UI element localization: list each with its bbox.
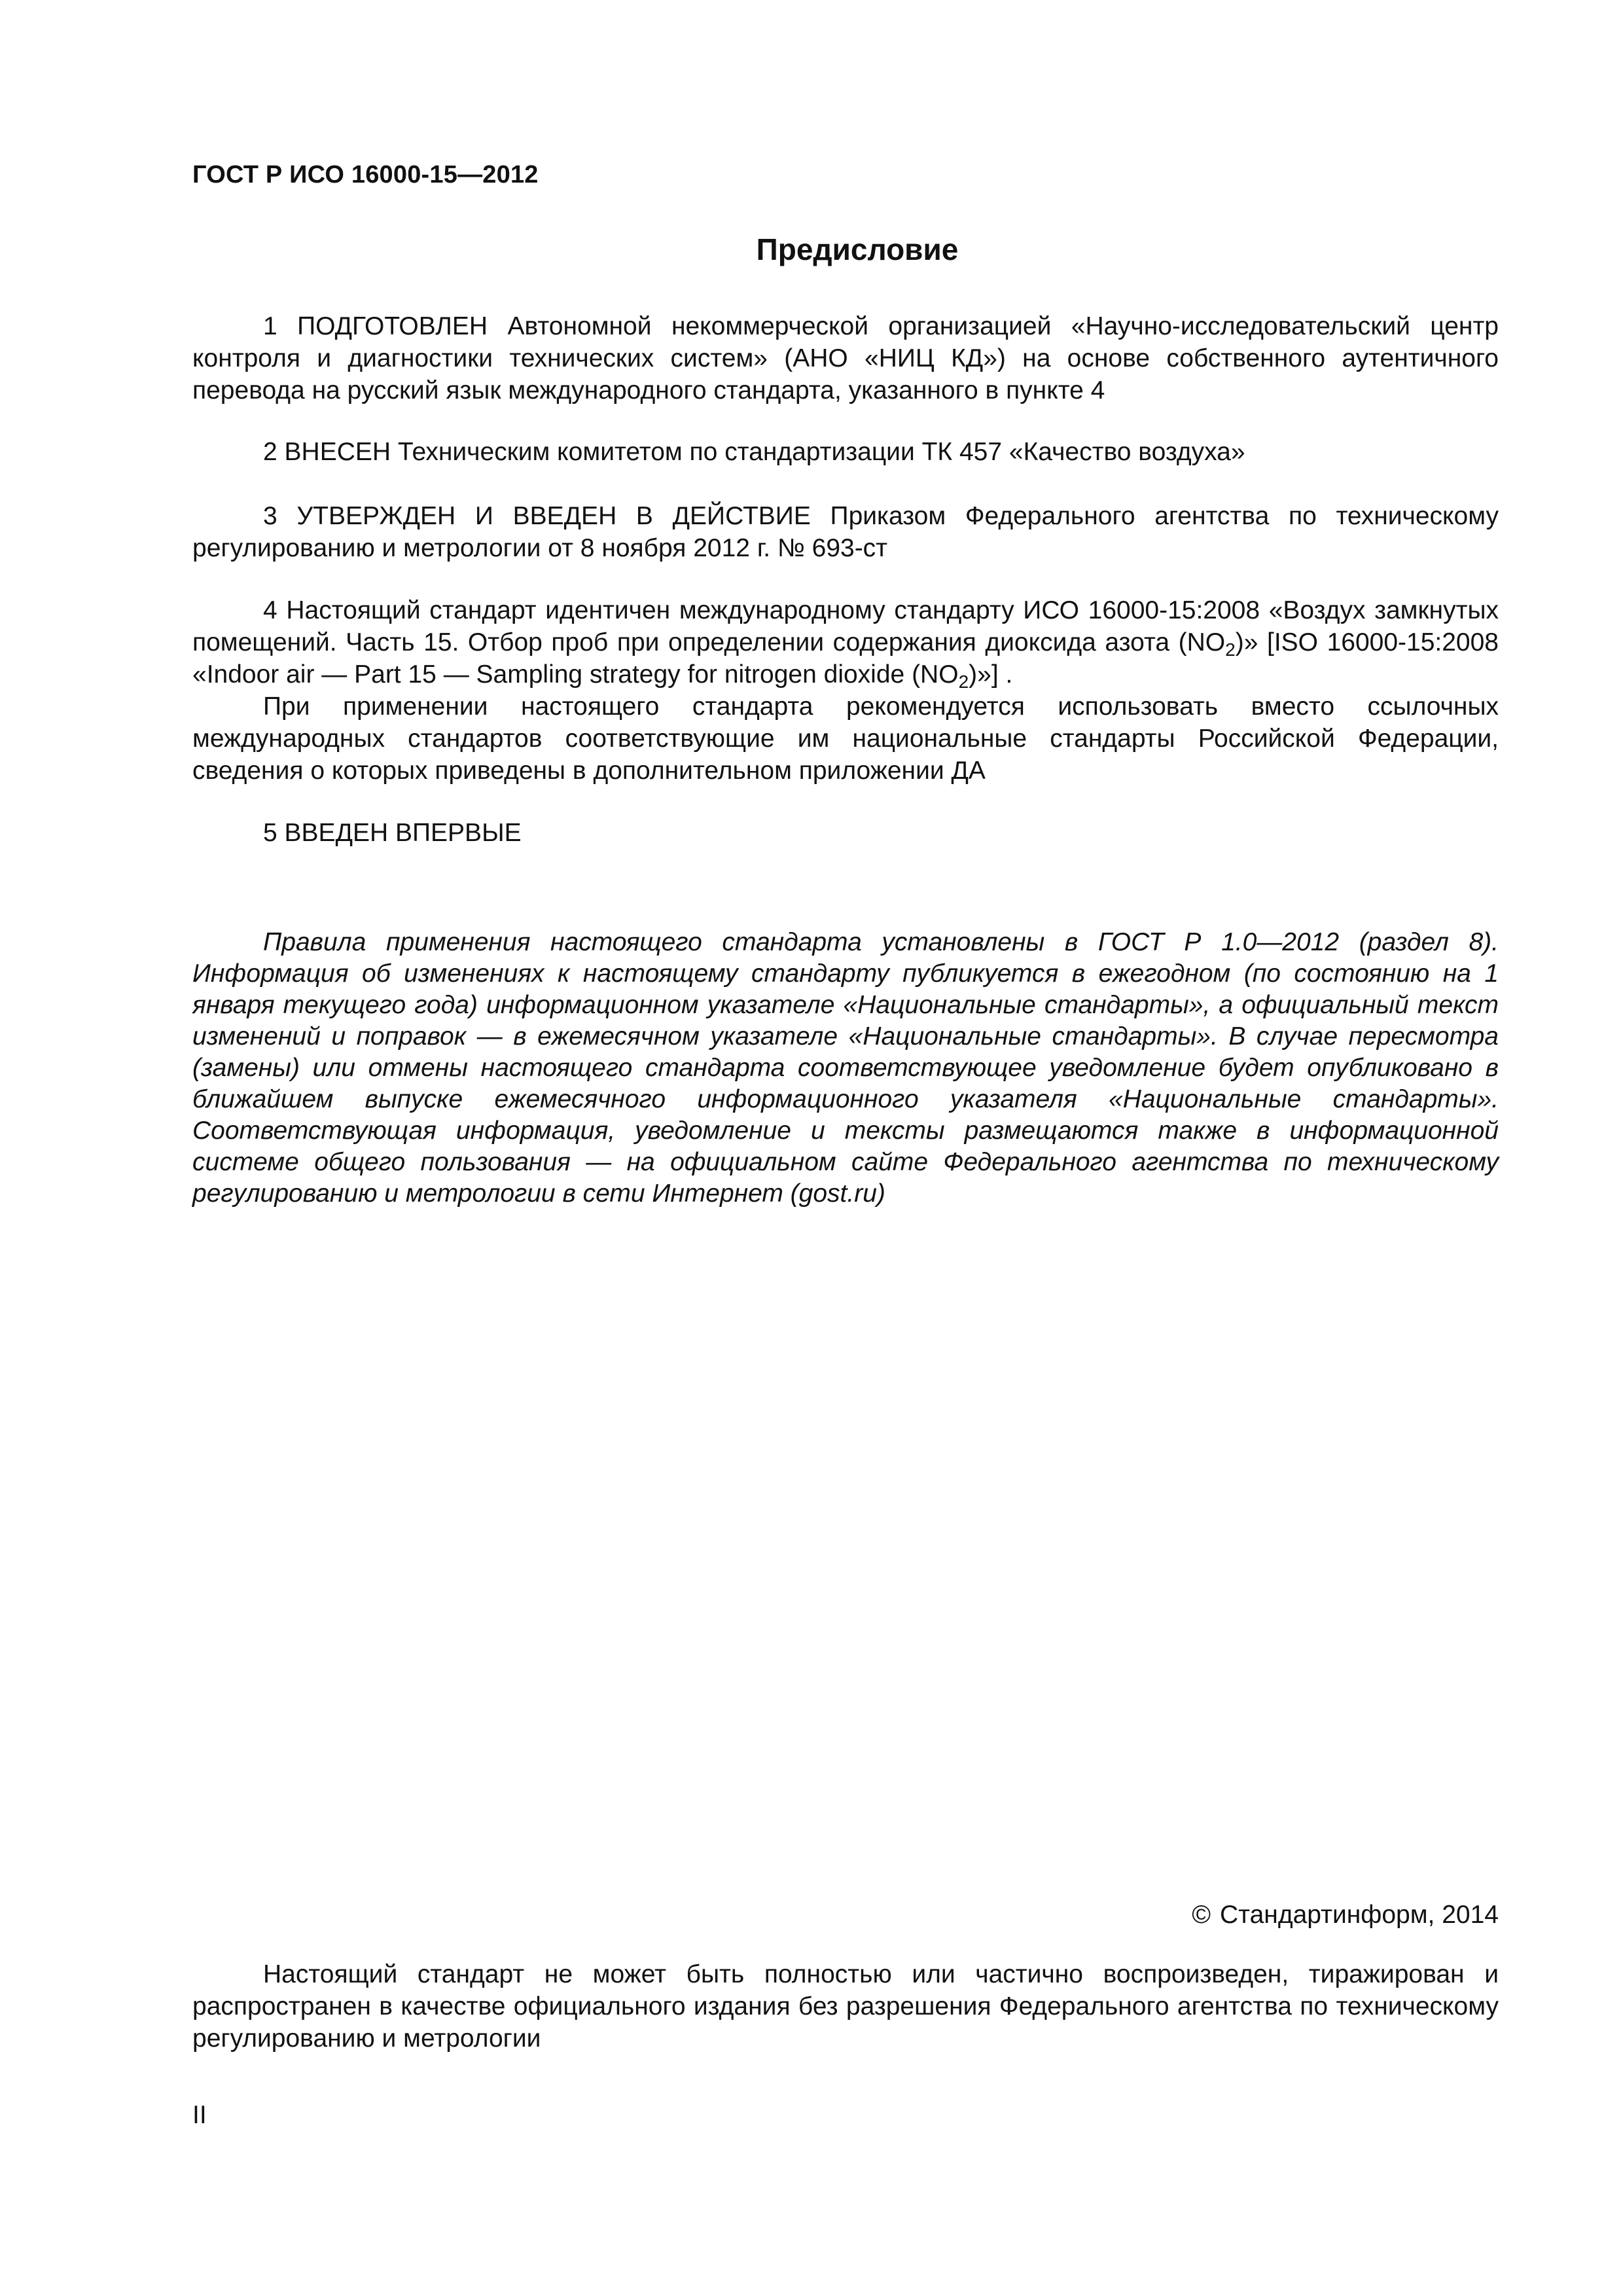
document-code-header: ГОСТ Р ИСО 16000-15—2012 — [192, 161, 539, 188]
foreword-item-3 — [192, 500, 1499, 564]
rules-notice — [192, 927, 1499, 1210]
foreword-item-4 — [192, 594, 1499, 787]
copyright-line — [1192, 1901, 1499, 1929]
foreword-item-4-application-note: При применении настоящего стандарта рекомендуется использовать вместо ссылочных международных стандартов соответствующие им национальные стандарты Российской Федерации, сведения о которых приведены в дополнительном приложении ДА — [192, 692, 1499, 785]
page-title: Предисловие — [756, 232, 959, 266]
foreword-item-5 — [192, 817, 1499, 849]
item4-subscript-1: 2 — [1225, 639, 1236, 660]
reproduction-notice — [192, 1958, 1499, 2054]
reproduction-notice-text: Настоящий стандарт не может быть полностью или частично воспроизведен, тиражирован и распространен в качестве официального издания без разрешения Федерального агентства по техническому регулированию и метрологии — [192, 1960, 1499, 2053]
foreword-item-2-text: 2 ВНЕСЕН Техническим комитетом по стандартизации ТК 457 «Качество воздуха» — [263, 438, 1245, 466]
foreword-item-4-text — [192, 594, 1499, 691]
foreword-item-5-text: 5 ВВЕДЕН ВПЕРВЫЕ — [263, 819, 522, 847]
page-number: II — [192, 2101, 207, 2129]
item4-text-part2: )» [ISO 16000-15:2008 «Indoor air — Part 15 — Sampling strategy for nitrogen dioxide (NO — [192, 628, 1499, 689]
foreword-item-2 — [192, 436, 1499, 468]
rules-notice-text: Правила применения настоящего стандарта установлены в ГОСТ Р 1.0—2012 (раздел 8). Информация об изменениях к настоящему стандарту публикуется в ежегодном (по состоянию на 1 января текущего года) информационном указателе «Национальные стандарты», а официальный текст изменений и поправок — в ежемесячном указателе «Национальные стандарты». В случае пересмотра (замены) или отмены настоящего стандарта соответствующее уведомление будет опубликовано в ближайшем выпуске ежемесячного информационного указателя «Национальные стандарты». Соответствующая информация, уведомление и тексты размещаются также в информационной системе общего пользования — на официальном сайте Федерального агентства по техническому регулированию и метрологии в сети Интернет (gost.ru) — [192, 928, 1499, 1208]
foreword-item-1 — [192, 310, 1499, 406]
copyright-text: Стандартинформ, 2014 — [1220, 1901, 1499, 1929]
foreword-item-1-text: 1 ПОДГОТОВЛЕН Автономной некоммерческой организацией «Научно-исследовательский центр контроля и диагностики технических систем» (АНО «НИЦ КД») на основе собственного аутентичного перевода на русский язык международного стандарта, указанного в пункте 4 — [192, 312, 1499, 404]
item4-text-part1: 4 Настоящий стандарт идентичен международному стандарту ИСО 16000-15:2008 «Воздух замкнутых помещений. Часть 15. Отбор проб при определении содержания диоксида азота (NO — [192, 596, 1499, 656]
foreword-item-3-text: 3 УТВЕРЖДЕН И ВВЕДЕН В ДЕЙСТВИЕ Приказом Федерального агентства по техническому регулированию и метрологии от 8 ноября 2012 г. № 693-ст — [192, 502, 1499, 562]
copyright-symbol: © — [1192, 1901, 1211, 1929]
item4-text-part3: )»] . — [969, 660, 1013, 689]
item4-subscript-2: 2 — [958, 672, 969, 692]
